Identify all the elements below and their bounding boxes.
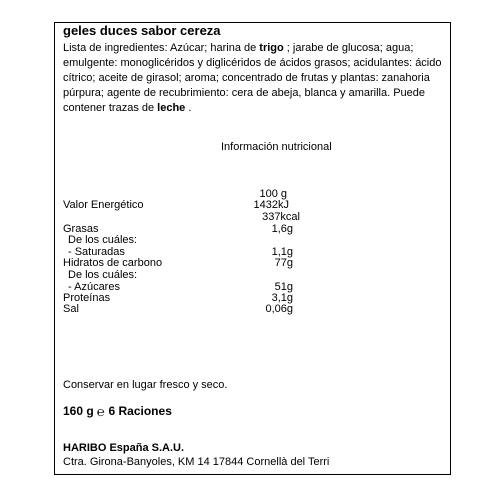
allergen-milk: leche	[157, 102, 186, 114]
ingredients-text-1: Lista de ingredientes: Azúcar; harina de	[63, 42, 260, 54]
nutrient-value: 1432kJ	[253, 199, 289, 211]
ingredients-text-3: .	[185, 102, 192, 114]
storage-instructions: Conservar en lugar fresco y seco.	[63, 379, 228, 391]
nutrient-name: Valor Energético	[63, 199, 144, 211]
nutrient-value: 51g	[274, 281, 293, 293]
nutrient-value: 1,1g	[271, 246, 293, 258]
nutrient-value: 1,6g	[271, 223, 293, 235]
nutrient-name: Hidratos de carbono	[63, 257, 163, 269]
product-title: geles duces sabor cereza	[63, 23, 221, 38]
nutrient-value: 337kcal	[262, 211, 300, 223]
estimated-sign-icon: ℮	[96, 403, 105, 419]
net-quantity	[63, 403, 172, 419]
servings: 6 Raciones	[108, 404, 172, 418]
allergen-wheat: trigo	[259, 42, 284, 54]
net-weight: 160 g	[63, 404, 94, 418]
nutrition-row	[63, 302, 293, 316]
ingredients-list	[63, 41, 443, 116]
nutrient-name: Sal	[63, 303, 79, 315]
nutrient-name: Proteínas	[63, 292, 111, 304]
nutrient-name: De los cuáles:	[68, 234, 138, 246]
nutrient-name: - Azúcares	[68, 281, 120, 293]
nutrition-title: Información nutricional	[221, 141, 332, 153]
nutrient-value: 77g	[274, 257, 293, 269]
nutrient-name: Grasas	[63, 223, 99, 235]
company-address: Ctra. Girona-Banyoles, KM 14 17844 Cornellà del Terri	[63, 456, 330, 468]
company-name: HARIBO España S.A.U.	[63, 442, 185, 454]
nutrient-name: De los cuáles:	[68, 269, 138, 281]
nutrient-value: 3,1g	[271, 292, 293, 304]
nutrient-name: - Saturadas	[68, 246, 125, 258]
ingredients-text-2: ; jarabe de glucosa; agua; emulgente: monoglicéridos y diglicéridos de ácidos grasos; acidulantes: ácido cítrico; aceite de girasol; aroma; concentrado de frutas y plantas: zanahoria púrpura; agente de recubrimiento: cera de abeja, blanca y amarilla. Puede contener trazas de	[63, 42, 442, 114]
nutrition-column-header: 100 g	[259, 188, 287, 200]
nutrient-value: 0,06g	[265, 303, 293, 315]
